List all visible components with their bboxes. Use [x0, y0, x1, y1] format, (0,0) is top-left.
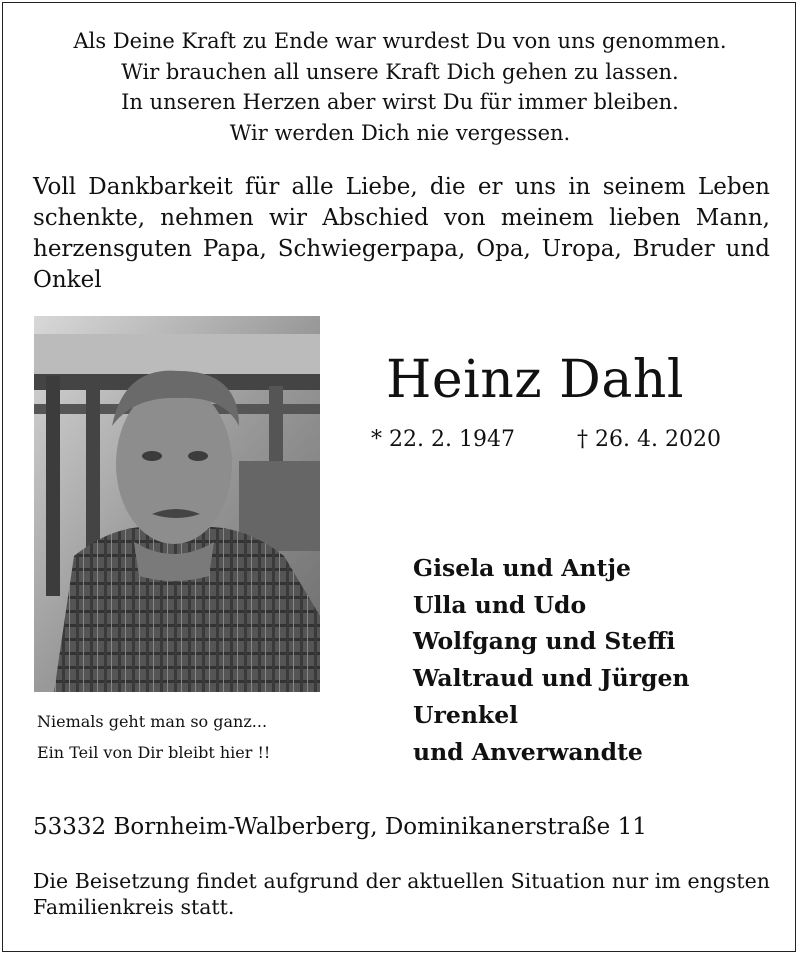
intro-text: Voll Dankbarkeit für alle Liebe, die er uns in seinem Leben schenkte, nehmen wir Abschied von meinem lieben Mann, herzensguten Papa, Schwiegerpapa, Opa, Uropa, Bruder und Onkel: [33, 174, 770, 293]
caption-line: Ein Teil von Dir bleibt hier !!: [37, 743, 271, 762]
death-date: † 26. 4. 2020: [577, 427, 721, 452]
funeral-notice: Die Beisetzung findet aufgrund der aktuellen Situation nur im engsten Familienkreis statt.: [33, 869, 770, 919]
poem-line: Wir brauchen all unsere Kraft Dich gehen zu lassen.: [121, 59, 679, 84]
mourner-entry: und Anverwandte: [413, 737, 643, 766]
address: 53332 Bornheim-Walberberg, Dominikanerstraße 11: [33, 814, 647, 840]
poem-line: In unseren Herzen aber wirst Du für immer bleiben.: [121, 90, 679, 114]
poem-line: Wir werden Dich nie vergessen.: [229, 120, 571, 145]
mourner-entry: Wolfgang und Steffi: [413, 627, 676, 656]
photo-caption: [37, 706, 270, 768]
mourner-entry: Gisela und Antje: [413, 554, 631, 582]
mourners-list: [413, 550, 690, 770]
mourner-entry: Waltraud und Jürgen: [413, 664, 690, 693]
deceased-name: Heinz Dahl: [386, 350, 684, 410]
mourner-entry: Urenkel: [413, 700, 519, 729]
poem: [0, 26, 800, 148]
portrait-photo: [34, 316, 320, 692]
mourner-entry: Ulla und Udo: [413, 590, 587, 619]
poem-line: Als Deine Kraft zu Ende war wurdest Du von uns genommen.: [73, 29, 727, 53]
birth-date: * 22. 2. 1947: [371, 427, 515, 452]
caption-line: Niemals geht man so ganz...: [37, 712, 268, 731]
